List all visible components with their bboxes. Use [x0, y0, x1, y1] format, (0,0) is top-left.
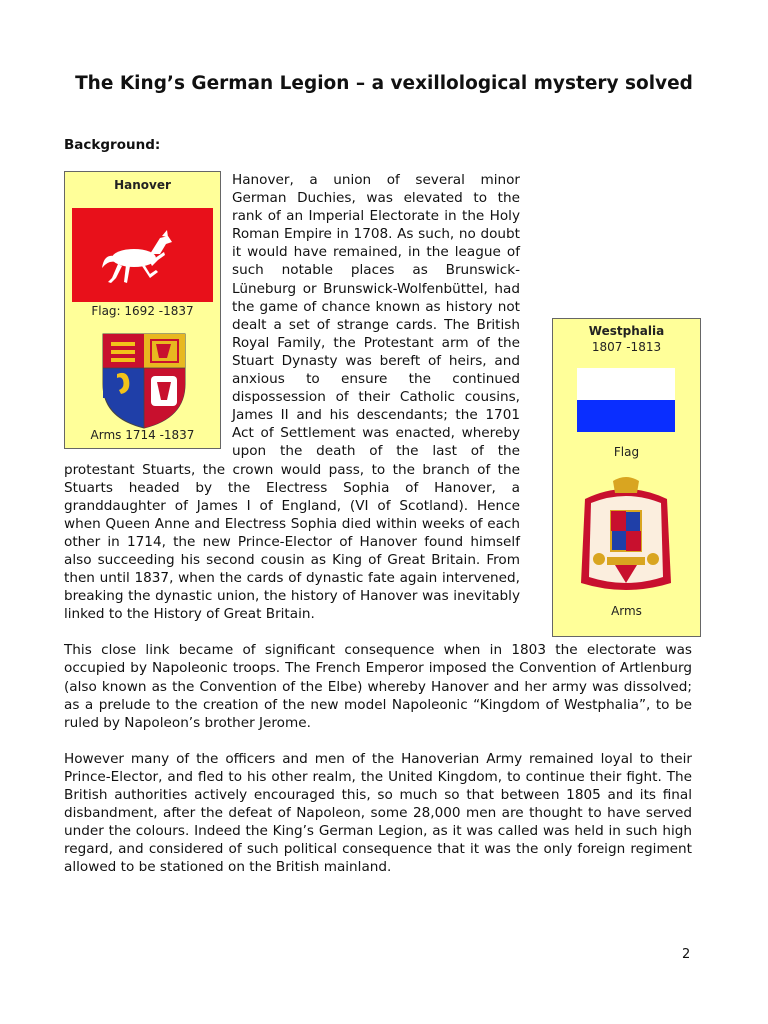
westphalia-flag-caption: Flag	[613, 445, 640, 459]
article-body	[64, 171, 692, 876]
page-number: 2	[682, 947, 691, 962]
paragraph-2: This close link became of significant consequence when in 1803 the electorate was occupied by Napoleonic troops. The French Emperor imposed the Convention of Artlenburg (also known as the Convention of the Elbe) whereby Hanover and her army was dissolved; as a prelude to the creation of the new model Napoleonic “Kingdom of Westphalia”, to be ruled by Napoleon’s brother Jerome.	[64, 642, 692, 731]
paragraph-1: Hanover, a union of several minor German Duchies, was elevated to the rank of an Imperial Electorate in the Holy Roman Empire in 1708. As such, no doubt it would have remained, in the league of such notable places as Brunswick-Lüneburg or Brunswick-Wolfenbüttel, had the game of chance known as history not dealt a set of strange cards. The British Royal Family, the Protestant arm of the Stuart Dynasty was bereft of heirs, and anxious to ensure the continued dispossession of their Catholic cousins, James II and his descendants; the 1701 Act of Settlement was enacted, whereby upon the death of the last of the protestant Stuarts, the crown would pass, to the branch of the Stuarts headed by the Electress Sophia of Hanover, a granddaughter of James I of England, (VI of Scotland). Hence when Queen Anne and Electress Sophia died within weeks of each other in 1714, the new Prince-Elector of Hanover found himself also succeeding his second cousin as King of Great Britain. From then until 1837, when the cards of dynastic fate again intervened, breaking the dynastic union, the history of Hanover was inevitably linked to the History of Great Britain.	[64, 172, 520, 623]
document-title: The King’s German Legion – a vexillological mystery solved	[75, 73, 693, 94]
hanover-label: Hanover	[114, 178, 171, 192]
westphalia-dates: 1807 -1813	[591, 340, 662, 354]
paragraph-3: However many of the officers and men of the Hanoverian Army remained loyal to their Prince-Elector, and fled to his other realm, the United Kingdom, to continue their fight. The British authorities actively encouraged this, so much so that between 1805 and its final disbandment, after the defeat of Napoleon, some 28,000 men are thought to have served under the colours. Indeed the King’s German Legion, as it was called was held in such high regard, and considered of such political consequence that it was the only foreign regiment allowed to be stationed on the British mainland.	[64, 750, 692, 876]
section-heading: Background:	[64, 137, 161, 153]
hanover-arms-caption: Arms 1714 -1837	[90, 428, 195, 442]
westphalia-arms-caption: Arms	[611, 604, 642, 618]
hanover-flag-caption: Flag: 1692 -1837	[91, 304, 194, 318]
westphalia-label: Westphalia	[588, 324, 665, 338]
